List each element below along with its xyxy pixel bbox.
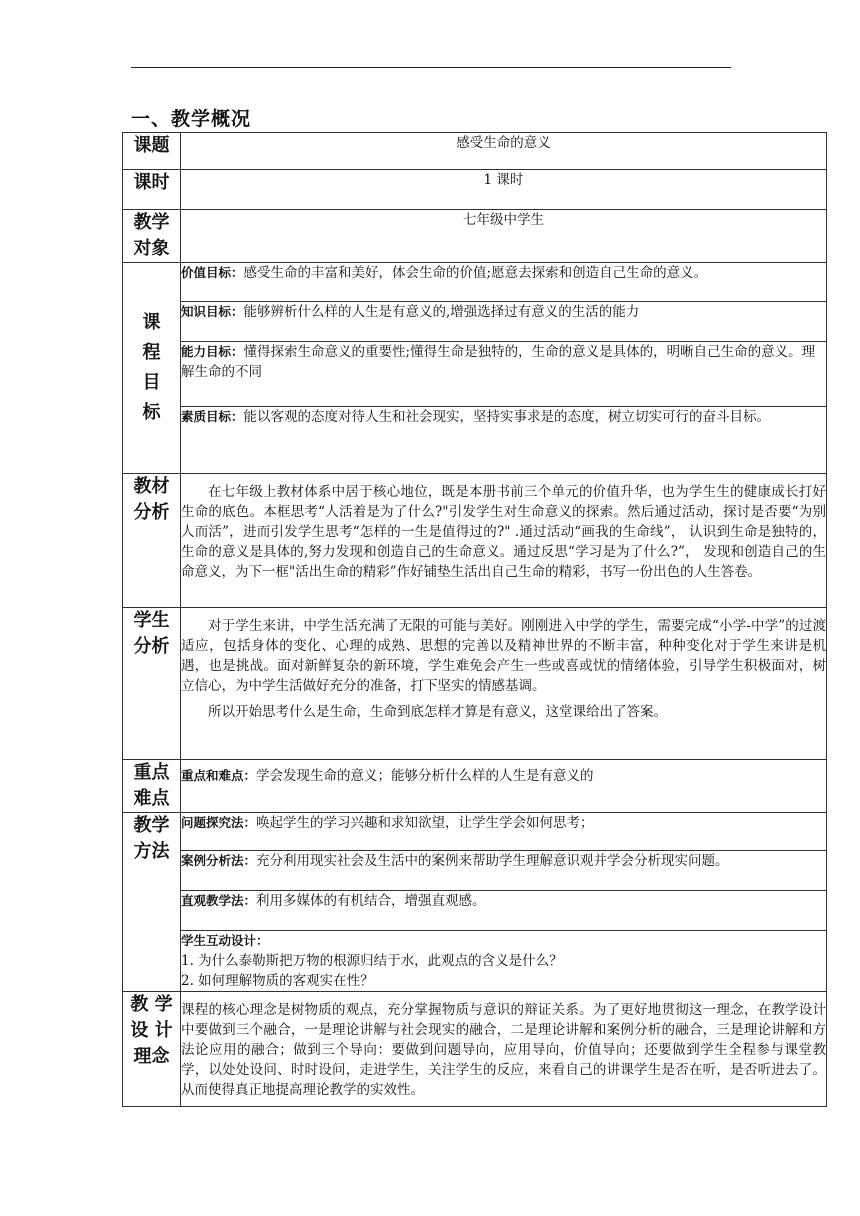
row-topic: [123, 133, 827, 170]
goal-head: 能力目标：: [181, 344, 244, 359]
label-goals-char: 程: [142, 342, 161, 363]
method-item: [181, 851, 827, 891]
row-goal-ability: [123, 342, 827, 407]
keypoints-head: 重点和难点：: [181, 768, 257, 783]
students-para2: 所以开始思考什么是生命，生命到底怎样才算是有意义，这堂课给出了答案。: [208, 704, 667, 720]
label-goals-char: 课: [142, 312, 161, 333]
hours-value: 1 课时: [181, 170, 827, 210]
method-item: [181, 891, 827, 931]
row-keypoints: [123, 760, 827, 813]
material-analysis: [181, 474, 827, 608]
design-text: 课程的核心理念是树物质的观点，充分掌握物质与意识的辩证关系。为了更好地贯彻这一理念，在教学设计中要做到三个融合，一是理论讲解与社会现实的融合，二是理论讲解和案例分析的融合，三是理论讲解和方法论应用的融合；做到三个导向：要做到问题导向，应用导向，价值导向；还要做到学生全程参与课堂教学，以处处设问、时时设问，走进学生，关注学生的反应，来看自己的讲课学生是否在听，是否听进去了。从而使得真正地提高理论教学的实效性。: [181, 1002, 826, 1098]
goal-head: 价值目标：: [181, 265, 244, 280]
label-topic: 课题: [123, 133, 181, 170]
goal-text: 感受生命的丰富和美好，体会生命的价值;愿意去探索和创造自己生命的意义。: [243, 265, 708, 281]
label-design: [123, 992, 181, 1107]
interaction-design: [181, 931, 827, 992]
goal-text: 能够辨析什么样的人生是有意义的,增强选择过有意义的生活的能力: [243, 304, 640, 320]
row-goal-value: [123, 263, 827, 302]
label-goals-char: 目: [142, 372, 161, 393]
label-keypoints-line2: 难点: [133, 788, 170, 809]
row-goal-quality: [123, 407, 827, 474]
goal-item: [181, 302, 827, 342]
label-hours: 课时: [123, 170, 181, 210]
label-design-line1: 教 学: [130, 994, 173, 1015]
label-keypoints: [123, 760, 181, 813]
row-method-case: [123, 851, 827, 891]
row-audience: [123, 210, 827, 263]
goal-text: 懂得探索生命意义的重要性;懂得生命是独特的，生命的意义是具体的，明晰自己生命的意义。理解生命的不同: [181, 344, 816, 380]
row-students: [123, 608, 827, 760]
method-head: 案例分析法：: [181, 853, 257, 868]
label-goals: [123, 263, 181, 474]
method-text: 充分利用现实社会及生活中的案例来帮助学生理解意识观并学会分析现实问题。: [256, 853, 729, 869]
goal-item: [181, 407, 827, 474]
label-goals-char: 标: [142, 402, 161, 423]
label-methods-line1: 教学: [133, 815, 170, 836]
label-methods-line2: 方法: [133, 841, 170, 862]
interaction-q2: 2. 如何理解物质的客观实在性？: [181, 973, 374, 989]
method-head: 直观教学法：: [181, 893, 257, 908]
goal-head: 素质目标：: [181, 409, 244, 424]
method-item: [181, 813, 827, 851]
label-audience: [123, 210, 181, 263]
row-interaction: [123, 931, 827, 992]
row-method-inquiry: [123, 813, 827, 851]
label-material: [123, 474, 181, 608]
label-keypoints-line1: 重点: [133, 762, 170, 783]
label-students: [123, 608, 181, 760]
row-material: [123, 474, 827, 608]
row-method-visual: [123, 891, 827, 931]
goal-item: [181, 342, 827, 407]
material-text: 在七年级上教材体系中居于核心地位，既是本册书前三个单元的价值升华，也为学生生的健康成长打好生命的底色。本框思考“人活着是为了什么?"引发学生对生命意义的探索。然后通过活动，探讨是否要“为别人而活”，进而引发学生思考“怎样的一生是值得过的?" .通过活动“画我的生命线”， 认识到生命是独特的，生命的意义是具体的,努力发现和创造自己的生命意义。通过反思“学习是为了什么?”， 发现和创造自己的生命意义，为下一框"活出生命的精彩”作好铺垫生活出自己生命的精彩，书写一份出色的人生答卷。: [181, 484, 826, 580]
label-audience-line2: 对象: [133, 238, 170, 259]
row-goal-knowledge: [123, 302, 827, 342]
goal-text: 能以客观的态度对待人生和社会现实，坚持实事求是的态度，树立切实可行的奋斗目标。: [243, 409, 771, 425]
student-analysis: [181, 608, 827, 760]
audience-value: 七年级中学生: [181, 210, 827, 263]
label-audience-line1: 教学: [133, 212, 170, 233]
label-design-line3: 理念: [133, 1046, 170, 1067]
lesson-overview-table: [122, 132, 827, 1107]
row-hours: [123, 170, 827, 210]
method-head: 问题探究法：: [181, 815, 257, 830]
keypoints-content: [181, 760, 827, 813]
header-rule: [131, 67, 731, 68]
goal-head: 知识目标：: [181, 304, 244, 319]
topic-value: 感受生命的意义: [181, 133, 827, 170]
students-para1: 对于学生来讲，中学生活充满了无限的可能与美好。刚刚进入中学的学生，需要完成“小学-中学”的过渡适应，包括身体的变化、心理的成熟、思想的完善以及精神世界的不断丰富，种种变化对于学生来讲是机遇，也是挑战。面对新鲜复杂的新环境，学生难免会产生一些或喜或忧的情绪体验，引导学生积极面对，树立信心，为中学生活做好充分的准备，打下坚实的情感基调。: [181, 618, 826, 694]
goal-item: [181, 263, 827, 302]
keypoints-text: 学会发现生命的意义；能够分析什么样的人生是有意义的: [256, 768, 594, 784]
interaction-head: 学生互动设计：: [181, 933, 269, 948]
section-title: 一、教学概况: [131, 108, 252, 130]
interaction-q1: 1. 为什么泰勒斯把万物的根源归结于水，此观点的含义是什么？: [181, 953, 563, 969]
label-students-line1: 学生: [133, 610, 170, 631]
label-material-line2: 分析: [133, 502, 170, 523]
label-students-line2: 分析: [133, 636, 170, 657]
label-methods: [123, 813, 181, 992]
label-design-line2: 设 计: [130, 1020, 173, 1041]
method-text: 利用多媒体的有机结合，增强直观感。: [256, 893, 486, 909]
design-concept: [181, 992, 827, 1107]
row-design: [123, 992, 827, 1107]
method-text: 唤起学生的学习兴趣和求知欲望，让学生学会如何思考；: [256, 815, 594, 831]
label-material-line1: 教材: [133, 476, 170, 497]
